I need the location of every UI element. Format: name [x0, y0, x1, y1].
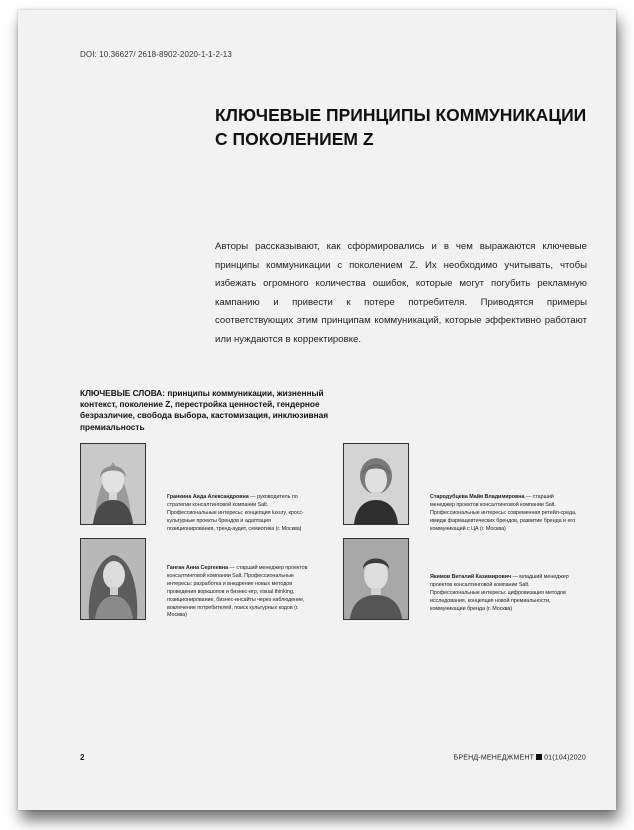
- author-name: Гранкина Аида Александровна: [167, 494, 249, 500]
- author-bio-yakimov: [430, 574, 580, 614]
- doi-line: DOI: 10.36627/ 2618-8902-2020-1-1-2-13: [80, 50, 232, 59]
- author-bio-gangan: [167, 565, 317, 620]
- author-description: — младший менеджер проектов консалтинговой компании Salt. Профессиональные интересы: цифровизация методов исследования, концепция новой премиальности, коммуникации бренда (г. Москва): [430, 574, 569, 612]
- journal-name: БРЕНД-МЕНЕДЖМЕНТ: [453, 754, 535, 762]
- author-description: — старший менеджер проектов консалтинговой компании Salt. Профессиональные интересы: современная ретейл-среда, имидж фармацевтических брендов, развитие бренда и его коммуникаций с ЦА (г. Москва): [430, 494, 577, 532]
- article-title: [215, 103, 595, 151]
- title-line-1: КЛЮЧЕВЫЕ ПРИНЦИПЫ КОММУНИКАЦИИ: [215, 105, 587, 125]
- author-name: Ганган Анна Сергеевна: [167, 565, 229, 571]
- keywords-block: КЛЮЧЕВЫЕ СЛОВА: принципы коммуникации, жизненный контекст, поколение Z, перестройка ценностей, гендерное безразличие, свобода выбора, кастомизация, инклюзивная премиальность: [80, 388, 329, 432]
- author-photo-starodubtseva: [343, 443, 409, 525]
- running-footer: [454, 754, 586, 762]
- author-photo-gangan: [80, 538, 146, 620]
- author-name: Стародубцева Майя Владимировна: [430, 494, 525, 500]
- author-description: — руководитель по стратегии консалтинговой компании Salt. Профессиональные интересы: концепция luxury, кросс-культурные проекты брендов и адаптация позиционирования, тренд-аудит, семиотика (г. Москва): [167, 494, 304, 532]
- journal-page: [18, 10, 616, 810]
- page-number: 2: [80, 753, 85, 762]
- author-bio-starodubtseva: [430, 494, 580, 534]
- author-name: Якимов Виталий Казимирович: [430, 574, 512, 580]
- author-bio-grankina: [167, 494, 317, 534]
- article-abstract: Авторы рассказывают, как сформировались и в чем выражаются ключевые принципы коммуникации с поколением Z. Их необходимо учитывать, чтобы избежать огромного количества ошибок, которые могут погубить рекламную кампанию и привести к потере потребителя. Приводятся примеры соответствующих этим принципам коммуникаций, которые эффективно работают или нуждаются в корректировке.: [215, 241, 587, 345]
- issue-number: 01(104)2020: [544, 754, 586, 762]
- author-description: — старший менеджер проектов консалтинговой компании Salt. Профессиональные интересы: разработка и внедрение новых методов проведения воркшопов и бизнес-игр, visual thinking, позиционирование, бизнес-инсайты через наблюдение, вовлечение потребителей, поиск культурных кодов (г. Москва): [167, 565, 308, 619]
- author-photo-yakimov: [343, 538, 409, 620]
- title-line-2: С ПОКОЛЕНИЕМ Z: [215, 129, 374, 149]
- square-separator-icon: [536, 754, 542, 760]
- author-photo-grankina: [80, 443, 146, 525]
